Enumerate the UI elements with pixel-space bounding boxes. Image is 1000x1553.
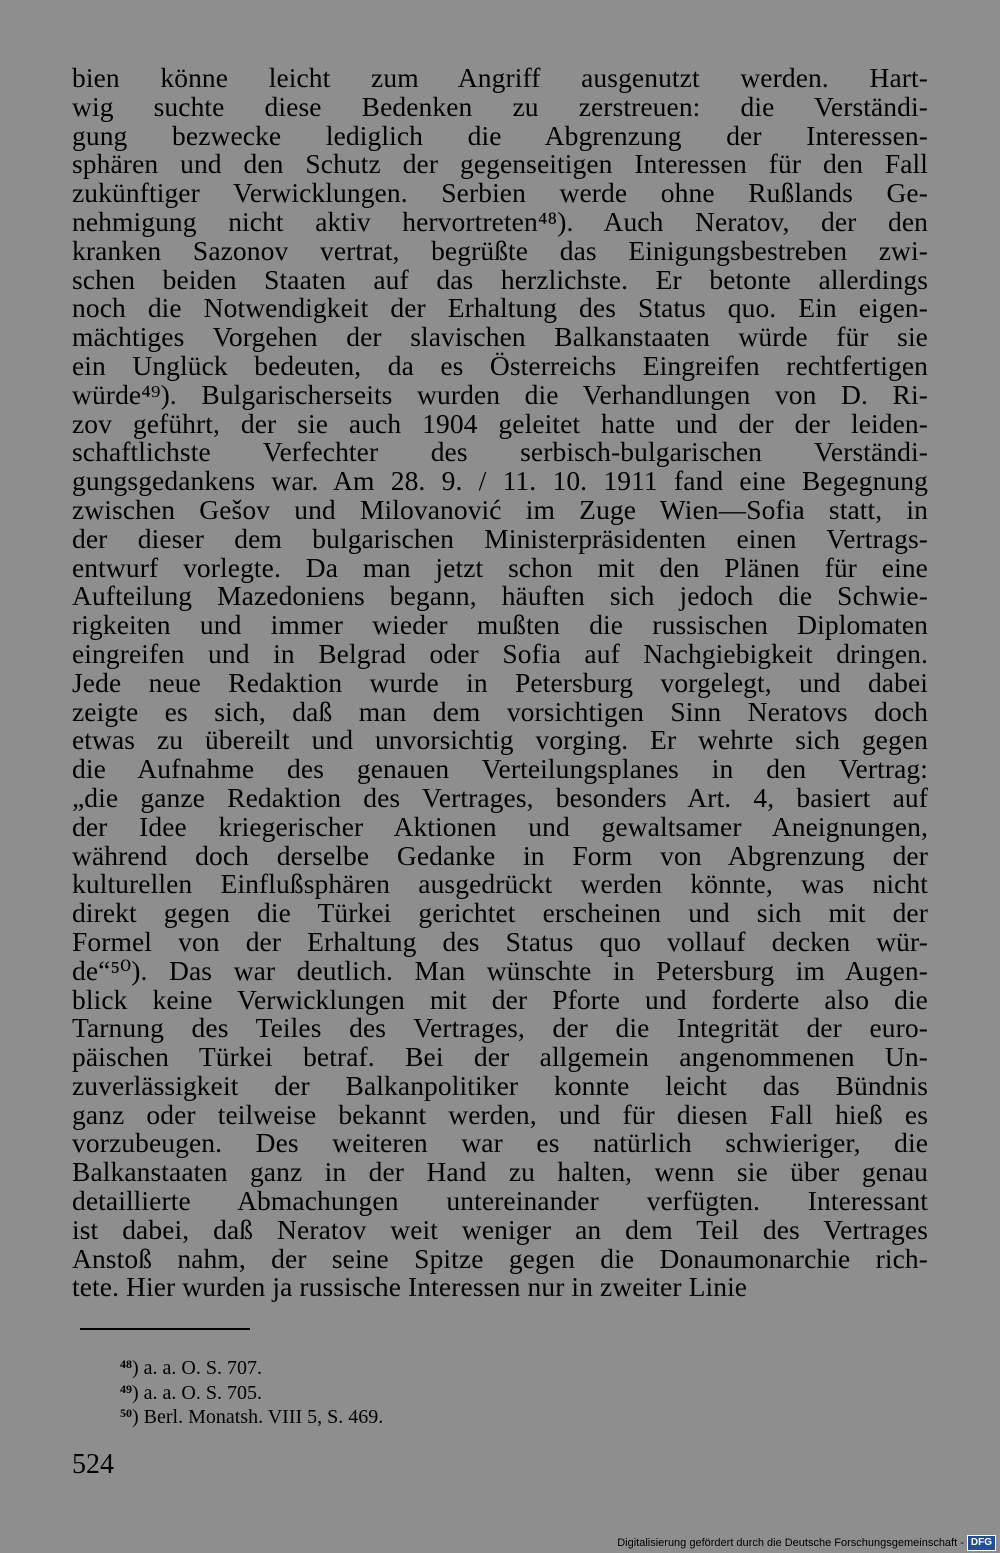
text-line: sphären und den Schutz der gegenseitigen Interessen für den Fall [72, 148, 928, 180]
page-number: 524 [72, 1449, 114, 1480]
credit-text: Digitalisierung gefördert durch die Deutsche Forschungsgemeinschaft - [617, 1537, 964, 1549]
text-line: würde⁴⁹). Bulgarischerseits wurden die Verhandlungen von D. Ri- [72, 378, 928, 410]
text-line: Jede neue Redaktion wurde in Petersburg vorgelegt, und dabei [72, 666, 928, 698]
footnote-marker: 49 [120, 1381, 132, 1396]
footnote [120, 1352, 620, 1377]
text-line: vorzubeugen. Des weiteren war es natürlich schwieriger, die [72, 1127, 928, 1159]
text-line: ganz oder teilweise bekannt werden, und für diesen Fall hieß es [72, 1098, 928, 1130]
text-line: Balkanstaaten ganz in der Hand zu halten, wenn sie über genau [72, 1156, 928, 1188]
text-line: etwas zu übereilt und unvorsichtig vorging. Er wehrte sich gegen [72, 724, 928, 756]
text-line: entwurf vorlegte. Da man jetzt schon mit den Plänen für eine [72, 551, 928, 583]
text-line: die Aufnahme des genauen Verteilungsplanes in den Vertrag: [72, 753, 928, 785]
text-line: mächtiges Vorgehen der slavischen Balkanstaaten würde für sie [72, 321, 928, 353]
footnote [120, 1401, 620, 1426]
footnote-rule [80, 1328, 250, 1330]
text-line: de“⁵⁰). Das war deutlich. Man wünschte in Petersburg im Augen- [72, 954, 928, 986]
text-line: zuverlässigkeit der Balkanpolitiker konnte leicht das Bündnis [72, 1069, 928, 1101]
text-line: gung bezwecke lediglich die Abgrenzung der Interessen- [72, 119, 928, 151]
text-line: schaftlichste Verfechter des serbisch-bulgarischen Verständi- [72, 436, 928, 468]
text-line: ist dabei, daß Neratov weit weniger an dem Teil des Vertrages [72, 1213, 928, 1245]
footnote-marker: 48 [120, 1357, 132, 1371]
text-line: kulturellen Einflußsphären ausgedrückt werden könnte, was nicht [72, 868, 928, 900]
text-line: bien könne leicht zum Angriff ausgenutzt werden. Hart- [72, 62, 928, 93]
text-line: kranken Sazonov vertrat, begrüßte das Einigungsbestreben zwi- [72, 234, 928, 266]
text-line: der dieser dem bulgarischen Ministerpräsidenten einen Vertrags- [72, 522, 928, 554]
text-line: Formel von der Erhaltung des Status quo vollauf decken wür- [72, 925, 928, 957]
text-line: zeigte es sich, daß man dem vorsichtigen Sinn Neratovs doch [72, 695, 928, 727]
text-line: detaillierte Abmachungen untereinander verfügten. Interessant [72, 1185, 928, 1217]
dfg-credit [617, 1535, 996, 1551]
text-line: päischen Türkei betraf. Bei der allgemein angenommenen Un- [72, 1041, 928, 1073]
text-line: direkt gegen die Türkei gerichtet erscheinen und sich mit der [72, 897, 928, 929]
text-line: wig suchte diese Bedenken zu zerstreuen: die Verständi- [72, 90, 928, 122]
text-line: Tarnung des Teiles des Vertrages, der die Integrität der euro- [72, 1012, 928, 1044]
footnote-text: ) Berl. Monatsh. VIII 5, S. 469. [132, 1406, 384, 1428]
text-line: der Idee kriegerischer Aktionen und gewaltsamer Aneignungen, [72, 810, 928, 842]
text-line: zukünftiger Verwicklungen. Serbien werde ohne Rußlands Ge- [72, 177, 928, 209]
text-line: ein Unglück bedeuten, da es Österreichs Eingreifen rechtfertigen [72, 349, 928, 381]
text-line: Anstoß nahm, der seine Spitze gegen die Donaumonarchie rich- [72, 1242, 928, 1274]
text-line: gungsgedankens war. Am 28. 9. / 11. 10. 1911 fand eine Begegnung [72, 465, 928, 497]
text-line: „die ganze Redaktion des Vertrages, besonders Art. 4, basiert auf [72, 781, 928, 813]
dfg-logo: DFG [967, 1535, 996, 1551]
footnote-marker: 50 [120, 1406, 132, 1420]
footnote-text: ) a. a. O. S. 707. [132, 1357, 262, 1379]
text-line: schen beiden Staaten auf das herzlichste. Er betonte allerdings [72, 263, 928, 295]
text-line: tete. Hier wurden ja russische Interessen nur in zweiter Linie [72, 1271, 748, 1303]
text-line: rigkeiten und immer wieder mußten die russischen Diplomaten [72, 609, 928, 641]
footnotes [120, 1352, 620, 1426]
footnote-text: ) a. a. O. S. 705. [132, 1381, 262, 1404]
text-line: eingreifen und in Belgrad oder Sofia auf Nachgiebigkeit dringen. [72, 637, 928, 669]
body-text [72, 64, 928, 1302]
text-line: zwischen Gešov und Milovanović im Zuge Wien—Sofia statt, in [72, 493, 928, 525]
text-line: nehmigung nicht aktiv hervortreten⁴⁸). Auch Neratov, der den [72, 205, 928, 237]
text-line: Aufteilung Mazedoniens begann, häuften sich jedoch die Schwie- [72, 580, 928, 612]
text-line: zov geführt, der sie auch 1904 geleitet hatte und der der leiden- [72, 407, 928, 439]
text-line: während doch derselbe Gedanke in Form von Abgrenzung der [72, 839, 928, 871]
footnote [120, 1377, 620, 1402]
text-line: noch die Notwendigkeit der Erhaltung des Status quo. Ein eigen- [72, 292, 928, 324]
text-line: blick keine Verwicklungen mit der Pforte und forderte also die [72, 983, 928, 1015]
